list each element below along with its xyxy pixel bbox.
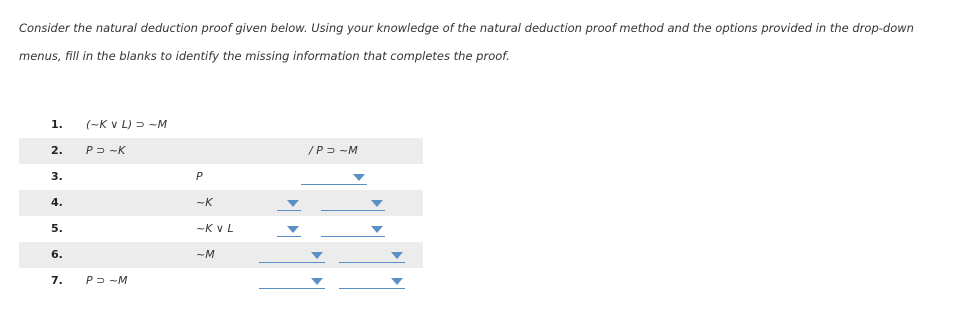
line-reference-dropdown[interactable] bbox=[259, 274, 325, 289]
justification-dropdown[interactable] bbox=[339, 248, 405, 263]
conclusion-formula: / P ⊃ ~M bbox=[309, 144, 358, 157]
proof-line-3 bbox=[19, 164, 423, 190]
line-number: 2. bbox=[51, 144, 63, 157]
instructions-text: Consider the natural deduction proof given below. Using your knowledge of the natural deduction proof method and the options provided in the drop-down menus, fill in the blanks to identify the missing information that completes the proof. bbox=[19, 21, 914, 63]
line-number: 6. bbox=[51, 248, 63, 261]
chevron-down-icon bbox=[311, 278, 323, 285]
line-number: 5. bbox=[51, 222, 63, 235]
proof-line-1 bbox=[19, 112, 423, 138]
line-number: 3. bbox=[51, 170, 63, 183]
chevron-down-icon bbox=[371, 200, 383, 207]
proof-line-7 bbox=[19, 268, 423, 294]
chevron-down-icon bbox=[287, 200, 299, 207]
justification-dropdown[interactable] bbox=[321, 222, 385, 237]
derived-formula: P ⊃ ~M bbox=[86, 274, 128, 287]
chevron-down-icon bbox=[311, 252, 323, 259]
line-number: 4. bbox=[51, 196, 63, 209]
line-reference-dropdown[interactable] bbox=[259, 248, 325, 263]
justification-dropdown[interactable] bbox=[301, 170, 367, 185]
derived-formula: ~K ∨ L bbox=[196, 222, 234, 235]
chevron-down-icon bbox=[287, 226, 299, 233]
proof-line-6 bbox=[19, 242, 423, 268]
justification-dropdown[interactable] bbox=[339, 274, 405, 289]
line-number: 1. bbox=[51, 118, 63, 131]
derived-formula: ~K bbox=[196, 196, 213, 209]
chevron-down-icon bbox=[391, 252, 403, 259]
proof-line-2 bbox=[19, 138, 423, 164]
chevron-down-icon bbox=[391, 278, 403, 285]
proof-table bbox=[19, 112, 423, 294]
premise-formula: (~K ∨ L) ⊃ ~M bbox=[86, 118, 168, 131]
proof-line-5 bbox=[19, 216, 423, 242]
line-reference-dropdown[interactable] bbox=[277, 196, 301, 211]
line-number: 7. bbox=[51, 274, 63, 287]
proof-line-4 bbox=[19, 190, 423, 216]
chevron-down-icon bbox=[353, 174, 365, 181]
premise-formula: P ⊃ ~K bbox=[86, 144, 126, 157]
derived-formula: ~M bbox=[196, 248, 215, 261]
line-reference-dropdown[interactable] bbox=[277, 222, 301, 237]
chevron-down-icon bbox=[371, 226, 383, 233]
justification-dropdown[interactable] bbox=[321, 196, 385, 211]
derived-formula: P bbox=[196, 170, 203, 183]
